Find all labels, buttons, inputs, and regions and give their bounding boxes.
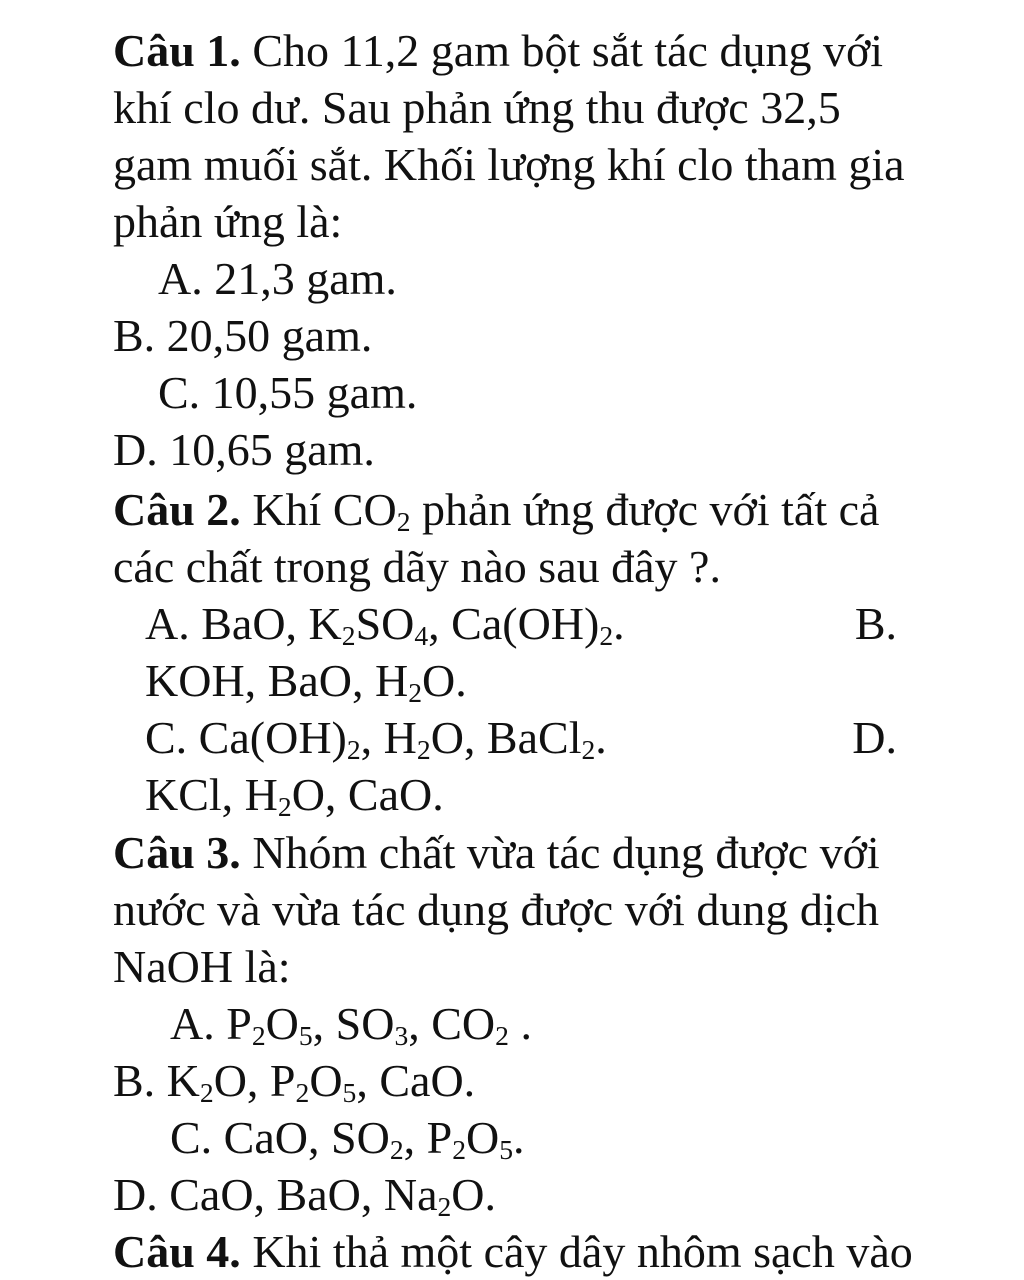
q4-label: Câu 4.	[113, 1226, 241, 1277]
q2-line-2: các chất trong dãy nào sau đây ?.	[113, 541, 721, 592]
q1-line-4: phản ứng là:	[113, 196, 343, 247]
q1-option-d: D. 10,65 gam.	[113, 424, 375, 475]
q1-option-a: A. 21,3 gam.	[158, 253, 397, 304]
q3-option-c: C. CaO, $SO_2$, $P_2O_5$.	[170, 1112, 525, 1166]
q2-line-1: Câu 2. Khí $CO_2$ phản ứng được với tất cả	[113, 484, 880, 538]
q3-option-a: A. $P_2O_5$, $SO_3$, $CO_2$ .	[170, 998, 532, 1052]
q3-line-3: NaOH là:	[113, 941, 291, 992]
q2-label: Câu 2.	[113, 484, 241, 535]
q1-option-c: C. 10,55 gam.	[158, 367, 418, 418]
q3-line-2: nước và vừa tác dụng được với dung dịch	[113, 884, 880, 935]
q1-line-2: khí clo dư. Sau phản ứng thu được 32,5	[113, 82, 841, 133]
q2-option-d-letter: D.	[852, 712, 897, 763]
q2-option-b: KOH, BaO, $H_2O$.	[145, 655, 467, 709]
q2-option-c: C. $Ca(OH)_2$, $H_2O$, BaCl$_2$.	[145, 712, 607, 766]
q2-option-b-letter: B.	[854, 598, 897, 649]
q1-line-1: Câu 1. Cho 11,2 gam bột sắt tác dụng với	[113, 25, 884, 76]
q3-line-1: Câu 3. Nhóm chất vừa tác dụng được với	[113, 827, 880, 878]
q2-option-a: A. BaO, $K_2SO_4$, $Ca(OH)_2$.	[145, 598, 625, 652]
q4-line-1: Câu 4. Khi thả một cây dây nhôm sạch vào	[113, 1226, 913, 1277]
q3-label: Câu 3.	[113, 827, 241, 878]
q2-option-d: KCl, $H_2O$, CaO.	[145, 769, 444, 823]
q3-option-d: D. CaO, BaO, $Na_2O$.	[113, 1169, 497, 1223]
q1-option-b: B. 20,50 gam.	[113, 310, 373, 361]
q3-option-b: B. $K_2O$, $P_2O_5$, CaO.	[113, 1055, 476, 1109]
q1-line-3: gam muối sắt. Khối lượng khí clo tham gia	[113, 139, 905, 190]
q1-label: Câu 1.	[113, 25, 241, 76]
